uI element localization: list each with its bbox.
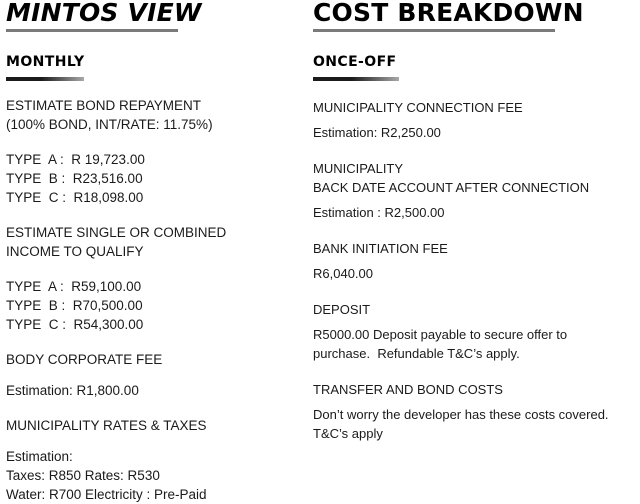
left-title-divider [6,29,178,32]
left-section-divider [6,77,84,81]
bond-repayment-types-block [6,150,306,207]
income-type-a: TYPE A : R59,100.00 [6,279,142,294]
estimate-bond-repayment-line-2: (100% BOND, INT/RATE: 11.75%) [6,117,213,132]
estimate-bond-repayment-line-1: ESTIMATE BOND REPAYMENT [6,98,202,113]
body-corporate-fee-block [6,350,306,369]
income-type-b: TYPE B : R70,500.00 [6,298,143,313]
estimate-income-line-1: ESTIMATE SINGLE OR COMBINED [6,225,227,240]
left-section-heading: MONTHLY [6,54,85,70]
municipality-connection-fee-heading: MUNICIPALITY CONNECTION FEE [313,100,523,115]
transfer-and-bond-costs-heading: TRANSFER AND BOND COSTS [313,382,503,397]
municipality-back-date-account-block [313,159,635,222]
estimate-income-block [6,223,306,261]
income-type-c: TYPE C : R54,300.00 [6,317,144,332]
municipality-connection-fee-block [313,98,635,142]
deposit-detail-line-2: purchase. Refundable T&C’s apply. [313,346,520,361]
municipality-rates-taxes-block [6,416,306,435]
rates-taxes-estimation-line-3: Water: R700 Electricity : Pre-Paid [6,487,207,502]
right-column-title: COST BREAKDOWN [313,0,584,27]
estimate-income-line-2: INCOME TO QUALIFY [6,244,144,259]
transfer-and-bond-costs-block [313,380,635,443]
right-section-divider [313,77,399,81]
transfer-and-bond-costs-line-2: T&C’s apply [313,426,383,441]
left-column-title: MINTOS VIEW [6,0,202,27]
body-corporate-fee-heading: BODY CORPORATE FEE [6,352,163,367]
income-types-block [6,277,306,334]
left-column [6,0,306,504]
rates-taxes-estimation-label: Estimation: [6,449,73,464]
municipality-heading: MUNICIPALITY [313,161,404,176]
right-section-heading: ONCE-OFF [313,54,397,70]
bond-repayment-type-c: TYPE C : R18,098.00 [6,190,144,205]
bank-initiation-fee-block [313,239,635,283]
rates-taxes-estimation-block [6,447,306,504]
municipality-rates-taxes-heading: MUNICIPALITY RATES & TAXES [6,418,207,433]
deposit-heading: DEPOSIT [313,302,371,317]
deposit-detail-line-1: R5000.00 Deposit payable to secure offer to [313,327,568,342]
bank-initiation-fee-heading: BANK INITIATION FEE [313,241,448,256]
estimate-bond-repayment-block [6,96,306,134]
back-date-account-heading: BACK DATE ACCOUNT AFTER CONNECTION [313,180,590,195]
bond-repayment-type-a: TYPE A : R 19,723.00 [6,152,145,167]
back-date-account-estimation: Estimation : R2,500.00 [313,205,445,220]
right-title-divider [313,29,555,32]
body-corporate-estimation-block [6,381,306,400]
body-corporate-estimation: Estimation: R1,800.00 [6,383,139,398]
deposit-block [313,300,635,363]
bond-repayment-type-b: TYPE B : R23,516.00 [6,171,143,186]
transfer-and-bond-costs-line-1: Don’t worry the developer has these costs covered. [313,407,609,422]
right-column [313,0,635,443]
rates-taxes-estimation-line-2: Taxes: R850 Rates: R530 [6,468,160,483]
municipality-connection-fee-estimation: Estimation: R2,250.00 [313,125,441,140]
bank-initiation-fee-amount: R6,040.00 [313,266,373,281]
